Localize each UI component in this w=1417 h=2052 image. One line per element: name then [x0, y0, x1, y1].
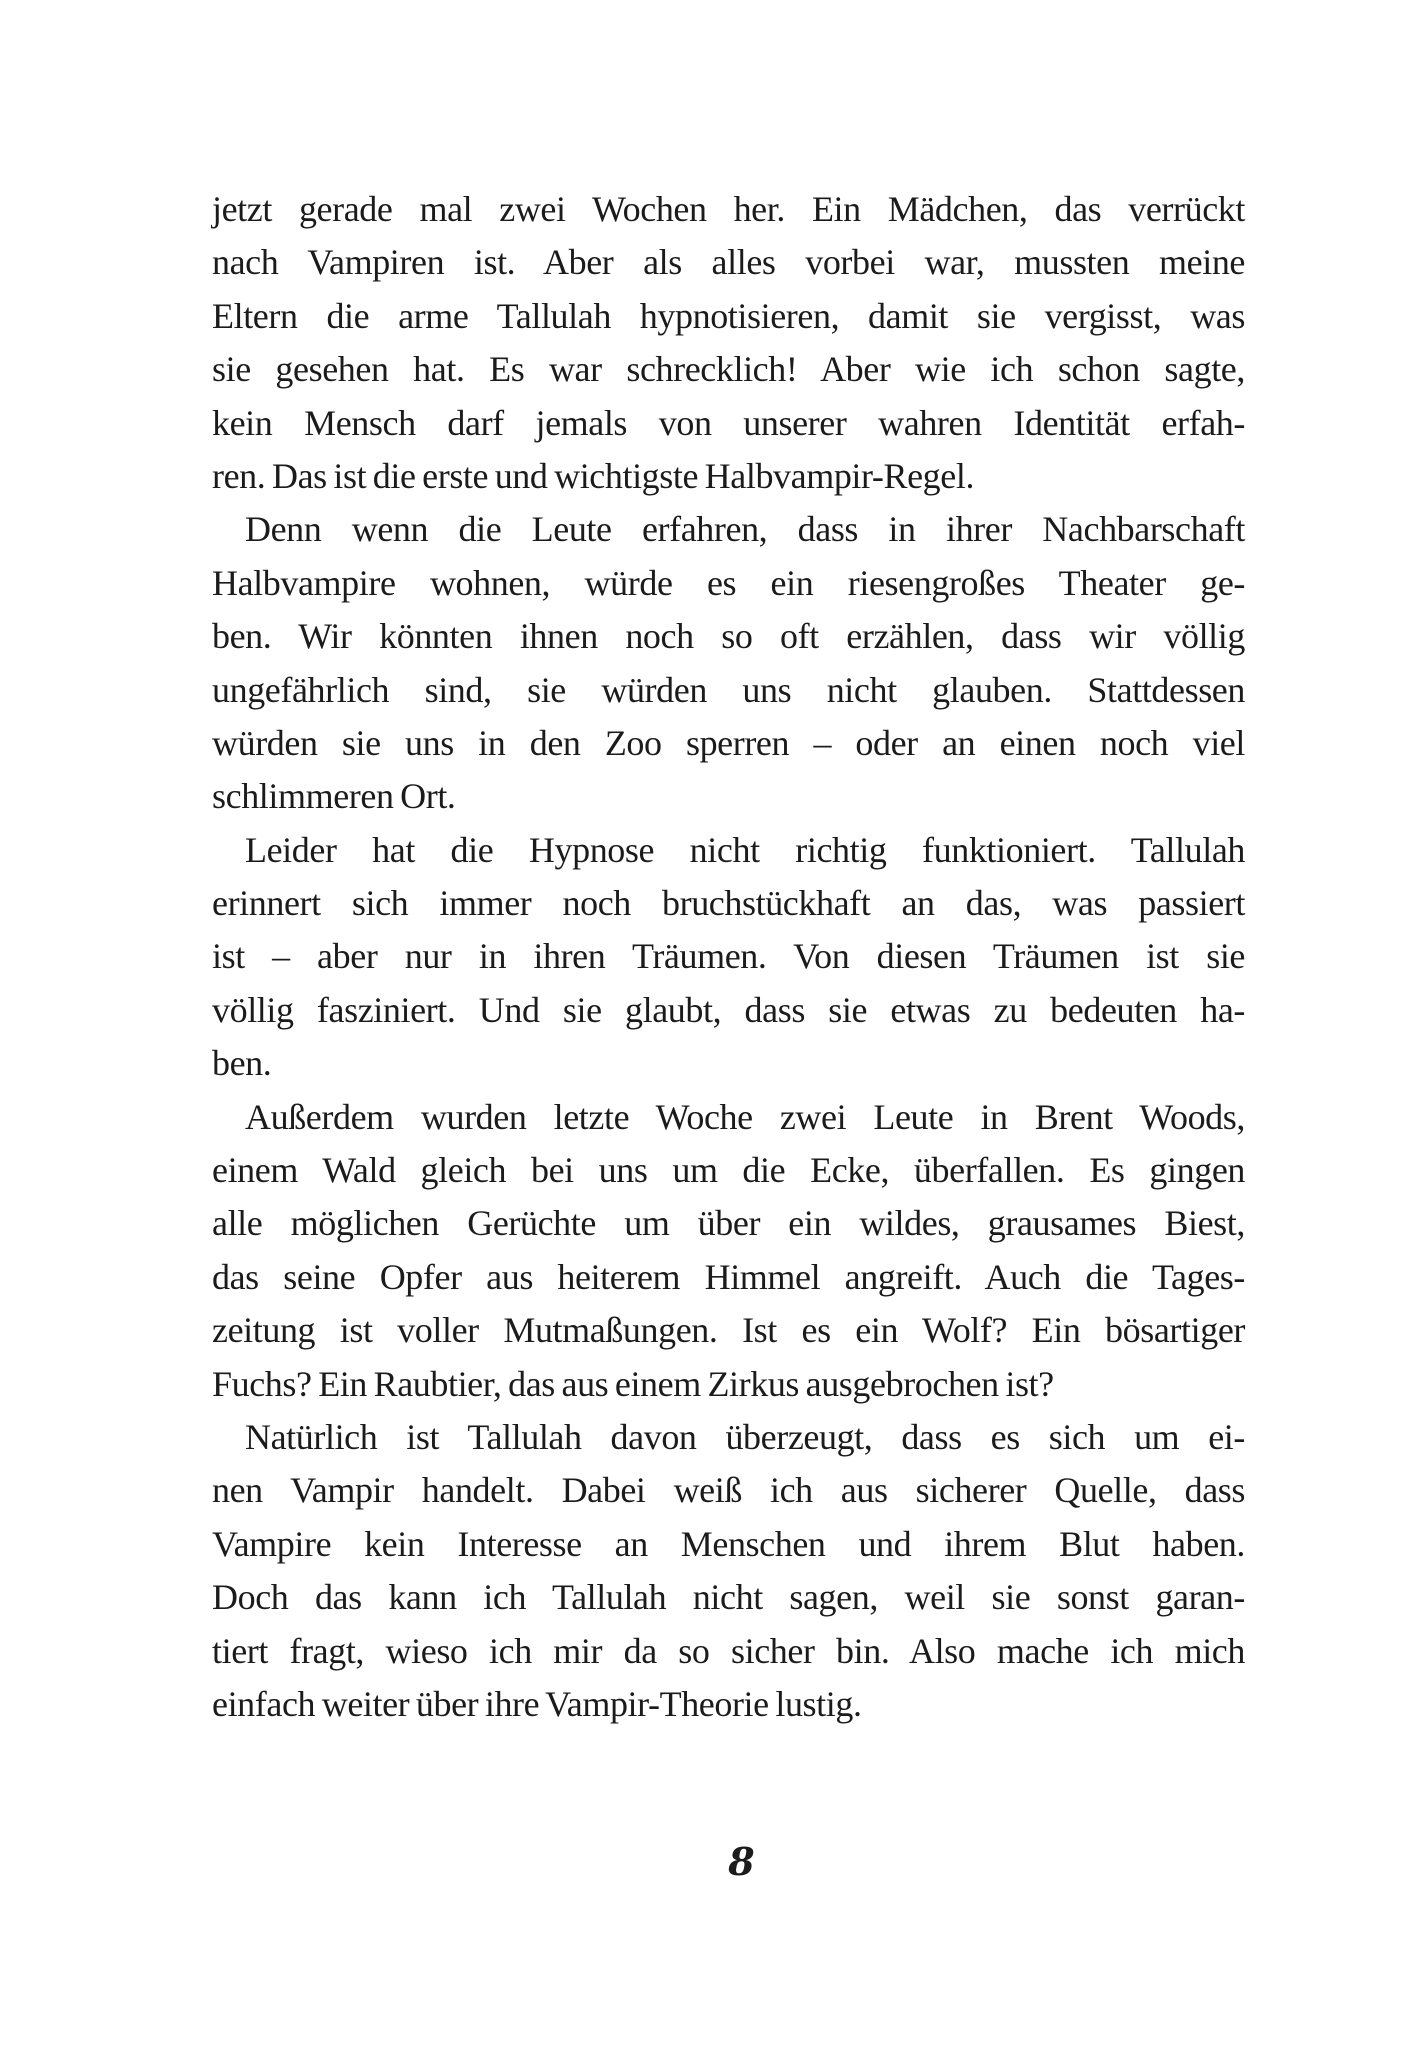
- text-line: Natürlich ist Tallulah davon überzeugt, dass es sich um ei-: [245, 1416, 1245, 1457]
- text-line: Außerdem wurden letzte Woche zwei Leute in Brent Woods,: [245, 1096, 1245, 1137]
- text-line: Leider hat die Hypnose nicht richtig funktioniert. Tallulah: [245, 829, 1245, 870]
- text-line: schlimmeren Ort.: [212, 776, 456, 817]
- text-line: Doch das kann ich Tallulah nicht sagen, weil sie sonst garan-: [212, 1577, 1245, 1618]
- text-line: kein Mensch darf jemals von unserer wahren Identität erfah-: [212, 402, 1245, 443]
- text-line: einem Wald gleich bei uns um die Ecke, überfallen. Es gingen: [212, 1150, 1245, 1191]
- text-line: nach Vampiren ist. Aber als alles vorbei war, mussten meine: [212, 242, 1245, 283]
- text-line: zeitung ist voller Mutmaßungen. Ist es ein Wolf? Ein bösartiger: [212, 1310, 1245, 1351]
- text-line: jetzt gerade mal zwei Wochen her. Ein Mädchen, das verrückt: [212, 189, 1245, 229]
- text-line: ben. Wir könnten ihnen noch so oft erzählen, dass wir völlig: [212, 616, 1245, 657]
- text-line: ist – aber nur in ihren Träumen. Von diesen Träumen ist sie: [212, 936, 1245, 977]
- text-line: das seine Opfer aus heiterem Himmel angreift. Auch die Tages-: [212, 1256, 1245, 1297]
- text-line: ungefährlich sind, sie würden uns nicht glauben. Stattdessen: [212, 669, 1245, 710]
- text-line: Fuchs? Ein Raubtier, das aus einem Zirkus ausgebrochen ist?: [212, 1363, 1054, 1404]
- text-line: würden sie uns in den Zoo sperren – oder an einen noch viel: [212, 722, 1245, 763]
- text-line: nen Vampir handelt. Dabei weiß ich aus sicherer Quelle, dass: [212, 1470, 1245, 1511]
- text-line: ren. Das ist die erste und wichtigste Halbvampir-Regel.: [212, 455, 975, 496]
- text-line: Halbvampire wohnen, würde es ein riesengroßes Theater ge-: [212, 562, 1245, 603]
- page-text: [212, 183, 1245, 1731]
- text-line: völlig fasziniert. Und sie glaubt, dass sie etwas zu bedeuten ha-: [212, 989, 1245, 1030]
- text-line: erinnert sich immer noch bruchstückhaft an das, was passiert: [212, 883, 1245, 924]
- page-number: 8: [728, 1839, 755, 1884]
- text-line: Eltern die arme Tallulah hypnotisieren, damit sie vergisst, was: [212, 295, 1245, 336]
- text-line: sie gesehen hat. Es war schrecklich! Aber wie ich schon sagte,: [212, 349, 1245, 390]
- text-line: alle möglichen Gerüchte um über ein wildes, grausames Biest,: [212, 1203, 1245, 1244]
- text-line: einfach weiter über ihre Vampir-Theorie lustig.: [212, 1683, 862, 1724]
- text-line: ben.: [212, 1043, 272, 1084]
- text-line: Vampire kein Interesse an Menschen und ihrem Blut haben.: [212, 1523, 1245, 1564]
- text-line: tiert fragt, wieso ich mir da so sicher bin. Also mache ich mich: [212, 1630, 1245, 1671]
- text-line: Denn wenn die Leute erfahren, dass in ihrer Nachbarschaft: [245, 509, 1245, 550]
